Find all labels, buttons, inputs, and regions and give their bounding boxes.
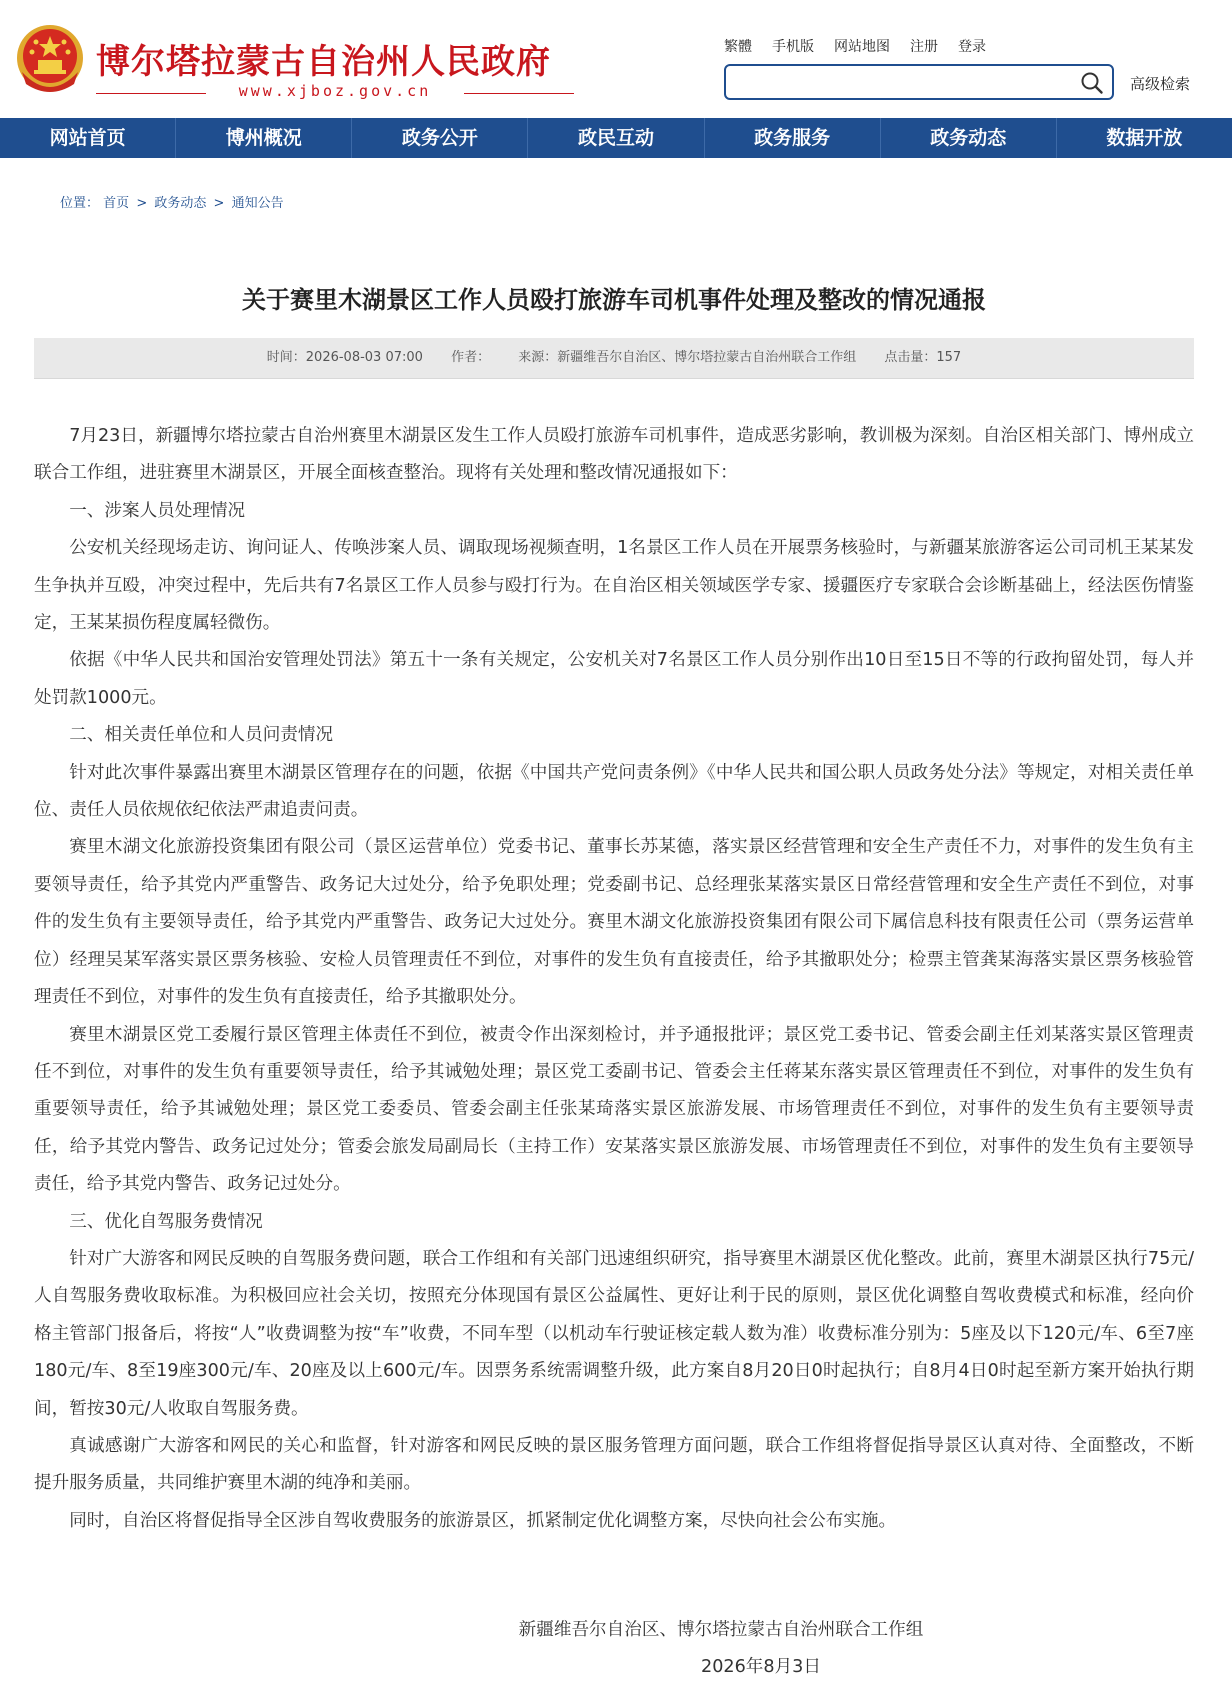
search-input[interactable] — [734, 70, 1068, 96]
site-domain: www.xjboz.gov.cn — [238, 82, 432, 100]
link-register[interactable]: 注册 — [910, 39, 938, 55]
link-login[interactable]: 登录 — [958, 39, 986, 55]
search-icon[interactable] — [1080, 71, 1104, 95]
article-title: 关于赛里木湖景区工作人员殴打旅游车司机事件处理及整改的情况通报 — [242, 286, 986, 314]
link-mobile-version[interactable]: 手机版 — [772, 39, 814, 55]
nav-item-overview[interactable]: 博州概况 — [176, 118, 352, 158]
paragraph: 7月23日，新疆博尔塔拉蒙古自治州赛里木湖景区发生工作人员殴打旅游车司机事件，造成恶劣影响，教训极为深刻。自治区相关部门、博州成立联合工作组，进驻赛里木湖景区，开展全面核查整治。现将有关处理和整改情况通报如下： — [34, 426, 1194, 484]
meta-source: 来源：新疆维吾尔自治区、博尔塔拉蒙古自治州联合工作组 — [518, 350, 857, 365]
nav-item-news[interactable]: 政务动态 — [881, 118, 1057, 158]
paragraph: 真诚感谢广大游客和网民的关心和监督，针对游客和网民反映的景区服务管理方面问题，联合工作组将督促指导景区认真对待、全面整改，不断提升服务质量，共同维护赛里木湖的纯净和美丽。 — [34, 1435, 1194, 1494]
breadcrumb-separator: > — [213, 196, 225, 211]
breadcrumb-notices[interactable]: 通知公告 — [231, 196, 284, 211]
breadcrumb — [60, 192, 284, 211]
paragraph: 公安机关经现场走访、询问证人、传唤涉案人员、调取现场视频查明，1名景区工作人员在开展票务核验时，与新疆某旅游客运公司司机王某某发生争执并互殴，冲突过程中，先后共有7名景区工作人员参与殴打行为。在自治区相关领域医学专家、援疆医疗专家联合会诊断基础上，经法医伤情鉴定，王某某损伤程度属轻微伤。 — [34, 538, 1194, 634]
paragraph: 依据《中华人民共和国治安管理处罚法》第五十一条有关规定，公安机关对7名景区工作人员分别作出10日至15日不等的行政拘留处罚，每人并处罚款1000元。 — [34, 650, 1194, 708]
paragraph: 赛里木湖文化旅游投资集团有限公司（景区运营单位）党委书记、董事长苏某德，落实景区经营管理和安全生产责任不力，对事件的发生负有主要领导责任，给予其党内严重警告、政务记大过处分，给予免职处理；党委副书记、总经理张某落实景区日常经营管理和安全生产责任不到位，对事件的发生负有主要领导责任，给予其党内严重警告、政务记大过处分。赛里木湖文化旅游投资集团有限公司下属信息科技有限责任公司（票务运营单位）经理吴某军落实景区票务核验、安检人员管理责任不到位，对事件的发生负有直接责任，给予其撤职处分；检票主管龚某海落实景区票务核验管理责任不到位，对事件的发生负有直接责任，给予其撤职处分。 — [34, 837, 1194, 1008]
nav-item-gov-affairs-public[interactable]: 政务公开 — [352, 118, 528, 158]
meta-author: 作者： — [451, 350, 491, 365]
nav-item-open-data[interactable]: 数据开放 — [1106, 127, 1183, 149]
main-nav — [0, 118, 1232, 158]
breadcrumb-prefix: 位置： — [60, 196, 100, 211]
nav-item-interaction[interactable]: 政民互动 — [528, 118, 704, 158]
advanced-search-link[interactable]: 高级检索 — [1130, 75, 1191, 93]
section-heading: 二、相关责任单位和人员问责情况 — [69, 725, 334, 746]
paragraph: 针对此次事件暴露出赛里木湖景区管理存在的问题，依据《中国共产党问责条例》《中华人民共和国公职人员政务处分法》等规定，对相关责任单位、责任人员依规依纪依法严肃追责问责。 — [34, 762, 1194, 821]
top-links — [724, 36, 986, 56]
signature-org: 新疆维吾尔自治区、博尔塔拉蒙古自治州联合工作组 — [518, 1620, 924, 1640]
nav-item-home[interactable]: 网站首页 — [0, 118, 176, 158]
paragraph: 针对广大游客和网民反映的自驾服务费问题，联合工作组和有关部门迅速组织研究，指导赛里木湖景区优化整改。此前，赛里木湖景区执行75元/人自驾服务费收取标准。为积极回应社会关切，按照充分体现国有景区公益属性、更好让利于民的原则，景区优化调整自驾收费模式和标准，经向价格主管部门报备后，将按“人”收费调整为按“车”收费，不同车型（以机动车行驶证核定载人数为准）收费标准分别为：5座及以下120元/车、6至7座180元/车、8至19座300元/车、20座及以上600元/车。因票务系统需调整升级，此方案自8月20日0时起执行；自8月4日0时起至新方案开始执行期间，暂按30元/人收取自驾服务费。 — [34, 1248, 1194, 1419]
link-traditional-chinese[interactable]: 繁體 — [724, 39, 752, 55]
article-signature — [0, 1612, 1232, 1686]
section-heading: 三、优化自驾服务费情况 — [69, 1211, 263, 1232]
breadcrumb-separator: > — [136, 196, 148, 211]
site-header — [0, 0, 1232, 118]
site-domain-row — [96, 82, 574, 104]
meta-time: 时间：2026-08-03 07:00 — [266, 350, 423, 365]
site-title[interactable]: 博尔塔拉蒙古自治州人民政府 — [96, 42, 551, 82]
nav-item-services[interactable]: 政务服务 — [705, 118, 881, 158]
paragraph: 赛里木湖景区党工委履行景区管理主体责任不到位，被责令作出深刻检讨，并予通报批评；景区党工委书记、管委会副主任刘某落实景区管理责任不到位，对事件的发生负有重要领导责任，给予其诫勉处理；景区党工委副书记、管委会主任蒋某东落实景区管理责任不到位，对事件的发生负有重要领导责任，给予其诫勉处理；景区党工委委员、管委会副主任张某琦落实景区旅游发展、市场管理责任不到位，对事件的发生负有主要领导责任，给予其党内警告、政务记过处分；管委会旅发局副局长（主持工作）安某落实景区旅游发展、市场管理责任不到位，对事件的发生负有主要领导责任，给予其党内警告、政务记过处分。 — [34, 1024, 1194, 1195]
article-body — [34, 418, 1194, 1540]
meta-hits: 点击量：157 — [884, 350, 962, 365]
breadcrumb-news[interactable]: 政务动态 — [154, 196, 207, 211]
signature-date: 2026年8月3日 — [701, 1657, 821, 1677]
search-box — [724, 64, 1114, 100]
article-meta — [34, 338, 1194, 379]
domain-divider-right — [464, 93, 574, 94]
paragraph: 同时，自治区将督促指导全区涉自驾收费服务的旅游景区，抓紧制定优化调整方案，尽快向社会公布实施。 — [69, 1510, 897, 1531]
section-heading: 一、涉案人员处理情况 — [69, 500, 246, 521]
breadcrumb-home[interactable]: 首页 — [103, 196, 130, 211]
national-emblem-icon[interactable] — [12, 22, 88, 98]
link-sitemap[interactable]: 网站地图 — [834, 39, 890, 55]
